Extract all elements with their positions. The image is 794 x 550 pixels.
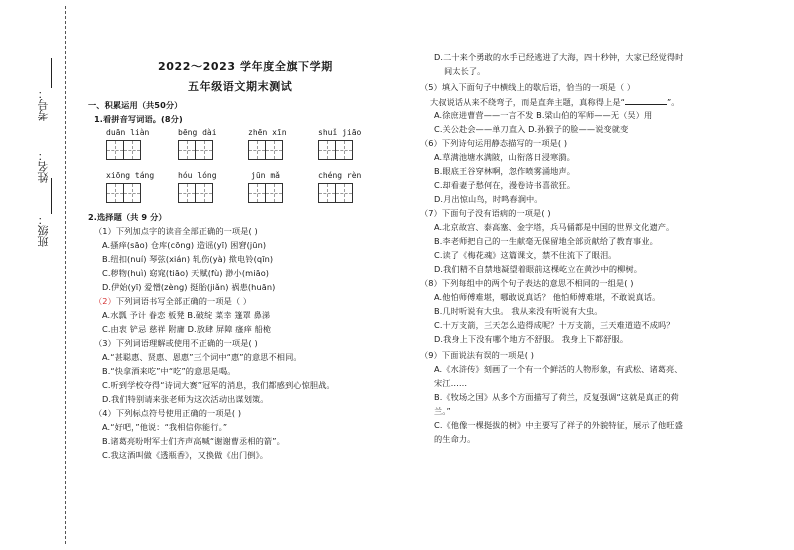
q2-4-option-d: D.二十来个勇敢的水手已经逃进了大海，四十秒钟，大家已经觉得时 — [434, 52, 684, 62]
q2-6-option: C.却看妻子愁何在，漫卷诗书喜欲狂。 — [434, 180, 576, 190]
q2-4-option-d-cont: 间太长了。 — [444, 66, 486, 76]
writing-box[interactable] — [318, 140, 336, 160]
q2-2-stem-text: 下列词语书写全部正确的一项是（ ） — [115, 296, 252, 306]
q2-6-stem: （6）下列诗句运用静态描写的一项是( ) — [420, 138, 568, 148]
pinyin-word — [106, 128, 150, 162]
q2-2-stem — [94, 296, 251, 307]
writing-box[interactable] — [335, 183, 353, 203]
q1-heading: 1.看拼音写词语。(8分) — [94, 114, 183, 124]
q2-8-option: A.他怕师傅难堪，哪敢说真话？ 他怕师傅难堪，不敢说真话。 — [434, 292, 661, 302]
exam-number-underline[interactable] — [51, 58, 52, 88]
writing-box[interactable] — [178, 140, 196, 160]
pinyin-word — [178, 128, 217, 162]
q2-5-option: C.关公赴会——单刀直入 D.孙猴子的脸——说变就变 — [434, 124, 629, 134]
pinyin-word — [106, 171, 155, 205]
q2-6-option: A.草满池塘水满陂，山衔落日浸寒漪。 — [434, 152, 575, 162]
q2-6-option: D.月出惊山鸟，时鸣春涧中。 — [434, 194, 543, 204]
q2-4-stem: （4）下列标点符号使用正确的一项是( ) — [94, 408, 242, 418]
q2-9-stem: （9）下面说法有误的一项是( ) — [420, 350, 535, 360]
name-label: 姓名： — [37, 150, 50, 183]
q2-9-option: B.《牧场之国》从多个方面描写了荷兰，反复强调“这就是真正的荷 — [434, 392, 679, 402]
q2-7-option: D.我们精不自禁地凝望着眼前这棵屹立在黄沙中的柳树。 — [434, 264, 643, 274]
writing-box[interactable] — [335, 140, 353, 160]
pinyin-text: shuǐ jiāo — [318, 128, 362, 137]
writing-box[interactable] — [195, 183, 213, 203]
q2-3-option: B.“快拿酒来吃”中“吃”的意思是喝。 — [102, 366, 236, 376]
q2-8-option: D.我身上下没有哪个地方不舒服。 我身上下都舒服。 — [434, 334, 629, 344]
q2-9-option: A.《水浒传》刻画了一个有一个鲜活的人物形象，有武松、诸葛亮、 — [434, 364, 683, 374]
pinyin-word — [318, 128, 362, 162]
q2-2-number: （2） — [94, 296, 116, 306]
writing-box[interactable] — [195, 140, 213, 160]
exam-title-line2: 五年级语文期末测试 — [188, 80, 293, 93]
q2-9-option: C.《他像一棵挺拔的树》中主要写了祥子的外貌特征，展示了他旺盛 — [434, 420, 683, 430]
q2-4-option: A.“好吧，”他说：“我相信你能行。” — [102, 422, 228, 432]
q2-3-option: D.我们特别请来张老师为这次活动出谋划策。 — [102, 394, 269, 404]
q2-9-option-cont: 兰。” — [434, 406, 451, 416]
q2-7-option: C.读了《梅花魂》这篇课文，禁不住流下了眼泪。 — [434, 250, 617, 260]
q2-1-option: A.搔痒(sāo) 仓库(cōng) 造谣(yī) 困窘(jūn) — [102, 240, 267, 250]
q2-1-option: B.纽扣(nuí) 琴弦(xián) 轧伤(yà) 揿电铃(qīn) — [102, 254, 274, 264]
q2-9-option-cont: 的生命力。 — [434, 434, 476, 444]
q2-2-option: A.水瓢 予计 眷恋 板凳 B.破绽 菜幸 篷罩 鼻涕 — [102, 310, 271, 320]
q2-heading: 2.选择题（共 9 分） — [88, 212, 167, 222]
exam-number-label: 考号： — [37, 88, 50, 121]
q2-3-option: A.“甚聪惠、贤惠、恩惠”三个词中“惠”的意思不相同。 — [102, 352, 302, 362]
exam-title-line1: 2022～2023 学年度全旗下学期 — [158, 60, 333, 73]
q2-8-option: C.十万支箭，三天怎么造得成呢？十万支箭，三天难道造不成吗？ — [434, 320, 675, 330]
writing-box[interactable] — [106, 140, 124, 160]
pinyin-text: xiōng táng — [106, 171, 155, 180]
q2-5-stem: （5）填入下面句子中横线上的歇后语，恰当的一项是（ ） — [420, 82, 636, 92]
class-label: 班级： — [37, 214, 50, 247]
writing-box[interactable] — [106, 183, 124, 203]
pinyin-word — [318, 171, 362, 205]
section1-heading: 一、积累运用（共50分） — [88, 100, 183, 110]
q2-7-option: B.李老师把自己的一生献毫无保留地全部贡献给了教育事业。 — [434, 236, 658, 246]
pinyin-text: chéng rèn — [318, 171, 362, 180]
q2-4-option: B.诸葛亮吩咐军士们齐声高喊“谢谢曹丞相的箭”。 — [102, 436, 285, 446]
q2-5-sentence — [430, 96, 680, 108]
pinyin-text: jūn mǎ — [251, 171, 280, 180]
q2-6-option: B.眼底王谷穿林啊，忽作喷雾涌地声。 — [434, 166, 576, 176]
q2-5-sentence-pre: 大叔说话从来不绕弯子，而是直奔主题，真称得上是“ — [430, 97, 625, 107]
q2-5-option: A.徐庶进曹营——一言不发 B.梁山伯的军师——无（吴）用 — [434, 110, 653, 120]
pinyin-text: hóu lóng — [178, 171, 217, 180]
q2-3-stem: （3）下列词语理解或使用不正确的一项是( ) — [94, 338, 258, 348]
q2-7-option: A.北京故宫、泰高塞、金字塔，兵马俑都是中国的世界文化遗产。 — [434, 222, 675, 232]
q2-1-option: C.秽物(huì) 窈窕(tiāo) 天赋(fù) 渺小(miāo) — [102, 268, 270, 278]
pinyin-text: zhēn xīn — [248, 128, 287, 137]
writing-box[interactable] — [265, 183, 283, 203]
q2-7-stem: （7）下面句子没有语病的一项是( ) — [420, 208, 551, 218]
writing-box[interactable] — [318, 183, 336, 203]
writing-box[interactable] — [265, 140, 283, 160]
writing-box[interactable] — [248, 140, 266, 160]
q2-1-stem: （1）下列加点字的读音全部正确的一项是( ) — [94, 226, 258, 236]
q2-4-option: C.我这酒叫做《透瓶香》，又换做《出门倒》。 — [102, 450, 269, 460]
pinyin-text: bēng dài — [178, 128, 217, 137]
pinyin-word — [248, 171, 283, 205]
q2-8-stem: （8）下列每组中的两个句子表达的意思不相同的一组是( ) — [420, 278, 634, 288]
writing-box[interactable] — [178, 183, 196, 203]
writing-box[interactable] — [123, 140, 141, 160]
q2-2-option: C.由衷 铲忌 慈祥 附庸 D.放肆 屏障 瘙痒 船桅 — [102, 324, 272, 334]
q2-8-option: B.几时听说有大虫。 我从来没有听说有大虫。 — [434, 306, 603, 316]
writing-box[interactable] — [123, 183, 141, 203]
pinyin-word — [178, 171, 217, 205]
q2-3-option: C.听到学校夺得“诗词大赛”冠军的消息，我们都感到心惊胆战。 — [102, 380, 335, 390]
name-underline[interactable] — [51, 178, 52, 214]
binding-margin — [0, 0, 80, 550]
q2-1-option: D.伊始(yī) 爱憎(zèng) 挺胎(jiǎn) 祸患(huān) — [102, 282, 276, 292]
writing-box[interactable] — [248, 183, 266, 203]
q2-5-sentence-post: ”。 — [666, 97, 680, 107]
pinyin-text: duān liàn — [106, 128, 150, 137]
binding-dashed-line — [65, 6, 66, 544]
q2-9-option-cont: 宋江…… — [434, 378, 468, 388]
answer-blank[interactable] — [625, 96, 667, 105]
pinyin-word — [248, 128, 287, 162]
